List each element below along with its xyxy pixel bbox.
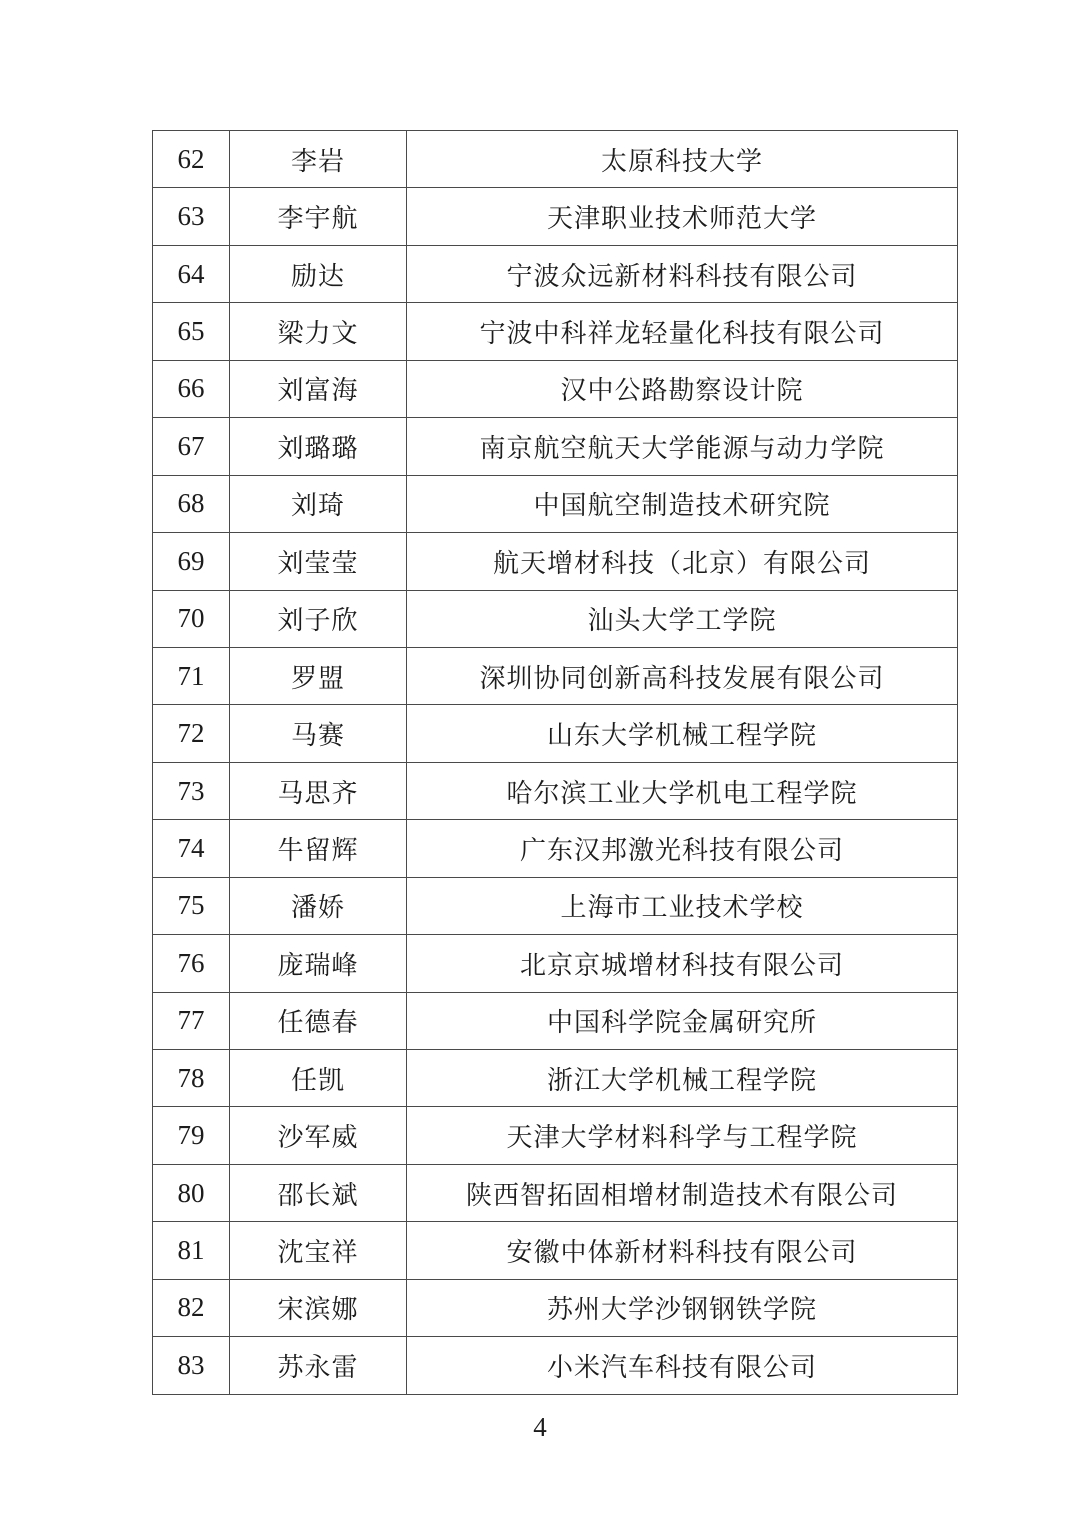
table-row — [153, 131, 958, 188]
organization-cell: 中国航空制造技术研究院 — [407, 475, 958, 532]
table-row — [153, 1050, 958, 1107]
person-name-cell: 马思齐 — [230, 762, 407, 819]
table-row — [153, 245, 958, 302]
organization-cell: 广东汉邦激光科技有限公司 — [407, 820, 958, 877]
person-name-cell: 潘娇 — [230, 877, 407, 934]
row-number-cell: 77 — [153, 992, 230, 1049]
row-number-cell: 71 — [153, 647, 230, 704]
person-name-cell: 罗盟 — [230, 647, 407, 704]
row-number-cell: 72 — [153, 705, 230, 762]
person-name-cell: 宋滨娜 — [230, 1279, 407, 1336]
row-number-cell: 64 — [153, 245, 230, 302]
organization-cell: 陕西智拓固相增材制造技术有限公司 — [407, 1164, 958, 1221]
row-number-cell: 62 — [153, 131, 230, 188]
person-name-cell: 刘子欣 — [230, 590, 407, 647]
person-name-cell: 苏永雷 — [230, 1337, 407, 1394]
person-name-cell: 李岩 — [230, 131, 407, 188]
organization-cell: 航天增材科技（北京）有限公司 — [407, 533, 958, 590]
table-row — [153, 647, 958, 704]
table-row — [153, 1279, 958, 1336]
table-row — [153, 877, 958, 934]
organization-cell: 山东大学机械工程学院 — [407, 705, 958, 762]
table-row — [153, 303, 958, 360]
organization-cell: 深圳协同创新高科技发展有限公司 — [407, 647, 958, 704]
organization-cell: 苏州大学沙钢钢铁学院 — [407, 1279, 958, 1336]
person-name-cell: 庞瑞峰 — [230, 935, 407, 992]
person-name-cell: 刘莹莹 — [230, 533, 407, 590]
organization-cell: 汕头大学工学院 — [407, 590, 958, 647]
row-number-cell: 66 — [153, 360, 230, 417]
row-number-cell: 83 — [153, 1337, 230, 1394]
table-row — [153, 935, 958, 992]
roster-table-body — [153, 131, 958, 1395]
row-number-cell: 69 — [153, 533, 230, 590]
row-number-cell: 70 — [153, 590, 230, 647]
row-number-cell: 79 — [153, 1107, 230, 1164]
row-number-cell: 63 — [153, 188, 230, 245]
row-number-cell: 75 — [153, 877, 230, 934]
organization-cell: 宁波中科祥龙轻量化科技有限公司 — [407, 303, 958, 360]
organization-cell: 安徽中体新材料科技有限公司 — [407, 1222, 958, 1279]
roster-table — [152, 130, 958, 1395]
row-number-cell: 76 — [153, 935, 230, 992]
row-number-cell: 78 — [153, 1050, 230, 1107]
row-number-cell: 65 — [153, 303, 230, 360]
table-row — [153, 360, 958, 417]
person-name-cell: 刘富海 — [230, 360, 407, 417]
table-row — [153, 188, 958, 245]
person-name-cell: 励达 — [230, 245, 407, 302]
table-row — [153, 590, 958, 647]
organization-cell: 哈尔滨工业大学机电工程学院 — [407, 762, 958, 819]
row-number-cell: 68 — [153, 475, 230, 532]
organization-cell: 宁波众远新材料科技有限公司 — [407, 245, 958, 302]
row-number-cell: 81 — [153, 1222, 230, 1279]
person-name-cell: 李宇航 — [230, 188, 407, 245]
table-row — [153, 1107, 958, 1164]
person-name-cell: 刘璐璐 — [230, 418, 407, 475]
row-number-cell: 67 — [153, 418, 230, 475]
table-row — [153, 475, 958, 532]
organization-cell: 浙江大学机械工程学院 — [407, 1050, 958, 1107]
person-name-cell: 梁力文 — [230, 303, 407, 360]
organization-cell: 北京京城增材科技有限公司 — [407, 935, 958, 992]
table-row — [153, 1222, 958, 1279]
row-number-cell: 73 — [153, 762, 230, 819]
table-row — [153, 820, 958, 877]
organization-cell: 天津大学材料科学与工程学院 — [407, 1107, 958, 1164]
page-number: 4 — [533, 1412, 547, 1442]
organization-cell: 南京航空航天大学能源与动力学院 — [407, 418, 958, 475]
person-name-cell: 沙军威 — [230, 1107, 407, 1164]
table-row — [153, 1164, 958, 1221]
table-row — [153, 992, 958, 1049]
row-number-cell: 80 — [153, 1164, 230, 1221]
row-number-cell: 74 — [153, 820, 230, 877]
row-number-cell: 82 — [153, 1279, 230, 1336]
organization-cell: 汉中公路勘察设计院 — [407, 360, 958, 417]
organization-cell: 太原科技大学 — [407, 131, 958, 188]
person-name-cell: 邵长斌 — [230, 1164, 407, 1221]
organization-cell: 小米汽车科技有限公司 — [407, 1337, 958, 1394]
table-row — [153, 705, 958, 762]
table-row — [153, 533, 958, 590]
table-row — [153, 418, 958, 475]
person-name-cell: 刘琦 — [230, 475, 407, 532]
table-row — [153, 1337, 958, 1394]
person-name-cell: 牛留辉 — [230, 820, 407, 877]
person-name-cell: 任凯 — [230, 1050, 407, 1107]
person-name-cell: 沈宝祥 — [230, 1222, 407, 1279]
table-row — [153, 762, 958, 819]
organization-cell: 中国科学院金属研究所 — [407, 992, 958, 1049]
organization-cell: 天津职业技术师范大学 — [407, 188, 958, 245]
person-name-cell: 任德春 — [230, 992, 407, 1049]
person-name-cell: 马赛 — [230, 705, 407, 762]
organization-cell: 上海市工业技术学校 — [407, 877, 958, 934]
